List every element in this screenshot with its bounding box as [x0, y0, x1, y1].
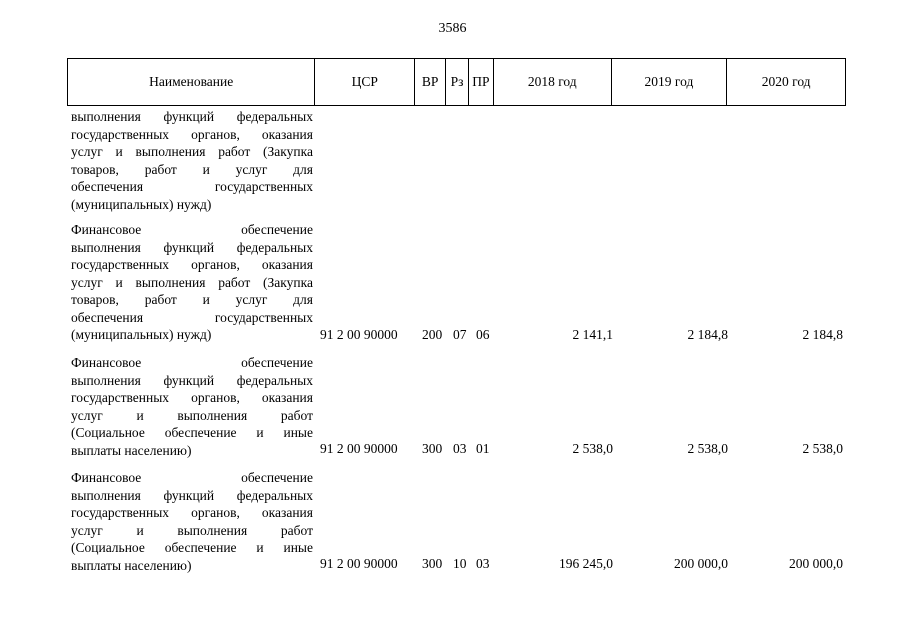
table-header	[67, 58, 846, 106]
name-line: Финансовое обеспечение	[71, 470, 313, 485]
name-line: услуг и выполнения работ	[71, 522, 313, 538]
name-line: Финансовое обеспечение	[71, 355, 313, 370]
name-line: государственных органов, оказания	[71, 257, 313, 272]
table-row-name	[71, 469, 313, 574]
name-line: услуг и выполнения работ (Закупка	[71, 144, 313, 159]
name-line: государственных органов, оказания	[71, 390, 313, 405]
row-pr: 01	[476, 441, 490, 456]
row-vr: 200	[422, 327, 443, 342]
row-vr: 300	[422, 556, 443, 571]
row-2018-value: 196 245,0	[559, 556, 613, 571]
name-line: выплаты населению)	[71, 557, 192, 573]
row-2019-value: 2 184,8	[687, 327, 728, 342]
name-line: выполнения функций федеральных	[71, 109, 313, 124]
row-rz: 07	[453, 327, 467, 342]
name-line: государственных органов, оказания	[71, 505, 313, 520]
name-line: выполнения функций федеральных	[71, 372, 313, 388]
row-2018-value: 2 141,1	[572, 327, 613, 342]
row-csr: 91 2 00 90000	[320, 441, 398, 456]
page-number: 3586	[438, 21, 467, 36]
name-line: обеспечения государственных	[71, 309, 313, 325]
table-row-name	[71, 354, 313, 459]
header-rz: Рз	[446, 59, 469, 105]
row-vr: 300	[422, 441, 443, 456]
name-line: услуг и выполнения работ	[71, 407, 313, 423]
row-rz: 10	[453, 556, 467, 571]
name-line: услуг и выполнения работ (Закупка	[71, 274, 313, 290]
header-2020: 2020 год	[761, 74, 811, 89]
name-line: (Социальное обеспечение и иные	[71, 425, 313, 440]
row-2019-value: 2 538,0	[687, 441, 728, 456]
name-line: выполнения функций федеральных	[71, 239, 313, 255]
row-2020-value: 2 538,0	[802, 441, 843, 456]
header-2019: 2019 год	[612, 59, 728, 105]
header-csr: ЦСР	[315, 59, 415, 105]
table-row-name	[71, 108, 313, 213]
name-line: выплаты населению)	[71, 442, 192, 458]
name-line: (муниципальных) нужд)	[71, 327, 212, 342]
name-line: (Социальное обеспечение и иные	[71, 540, 313, 555]
header-2018: 2018 год	[494, 59, 612, 105]
row-pr: 03	[476, 556, 490, 571]
header-vr: ВР	[415, 59, 446, 105]
name-line: выполнения функций федеральных	[71, 487, 313, 503]
row-2020-value: 2 184,8	[802, 327, 843, 342]
header-pr: ПР	[469, 59, 494, 105]
row-rz: 03	[453, 441, 467, 456]
row-pr: 06	[476, 327, 490, 342]
name-line: товаров, работ и услуг для	[71, 292, 313, 307]
name-line: государственных органов, оказания	[71, 126, 313, 142]
name-line: (муниципальных) нужд)	[71, 196, 212, 212]
row-csr: 91 2 00 90000	[320, 556, 398, 571]
row-2020-value: 200 000,0	[789, 556, 843, 571]
name-line: товаров, работ и услуг для	[71, 161, 313, 177]
table-row-name	[71, 221, 313, 344]
header-name: Наименование	[68, 59, 315, 105]
row-2019-value: 200 000,0	[674, 556, 728, 571]
row-csr: 91 2 00 90000	[320, 327, 398, 342]
row-2018-value: 2 538,0	[572, 441, 613, 456]
name-line: Финансовое обеспечение	[71, 222, 313, 237]
name-line: обеспечения государственных	[71, 179, 313, 194]
